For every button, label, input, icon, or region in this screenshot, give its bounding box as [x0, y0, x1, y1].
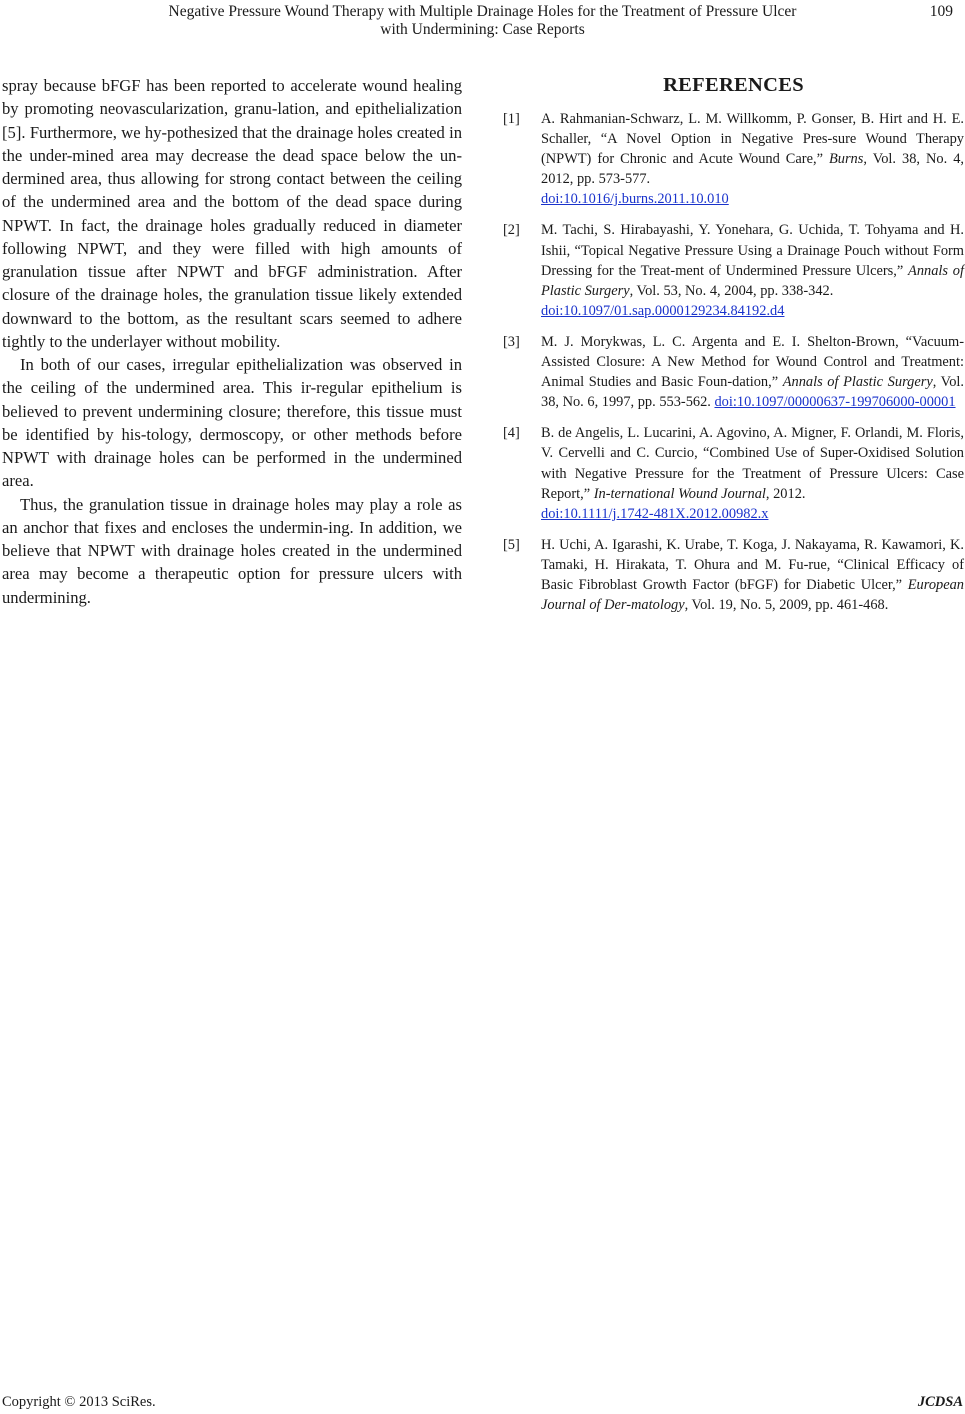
- body-column: [2, 74, 462, 609]
- running-title-line2: with Undermining: Case Reports: [380, 21, 585, 38]
- reference-journal: Burns: [828, 151, 864, 168]
- copyright-notice: Copyright © 2013 SciRes.: [2, 1394, 156, 1410]
- reference-doi-link[interactable]: doi:10.1016/j.burns.2011.10.010: [541, 191, 729, 208]
- reference-text: A. Rahmanian-Schwarz, L. M. Willkomm, P. Gonser, B. Hirt and H. E. Schaller, “A Novel Option in Negative Pres-sure Wound Therapy (NPWT) for Chronic and Acute Wound Care,”: [541, 111, 964, 168]
- reference-number: [4]: [503, 425, 520, 442]
- reference-journal: European Journal of Der-matology: [541, 576, 964, 614]
- reference-item-3: [503, 332, 964, 412]
- reference-details: , Vol. 38, No. 4, 2012, pp. 573-577.: [541, 151, 965, 188]
- reference-text: M. Tachi, S. Hirabayashi, Y. Yonehara, G. Uchida, T. Tohyama and H. Ishii, “Topical Negative Pressure Using a Drainage Pouch without Form Dressing for the Treat-ment of Undermined Pressure Ulcers,”: [541, 222, 964, 279]
- reference-details: , Vol. 53, No. 4, 2004, pp. 338-342.: [629, 282, 834, 299]
- running-header: [0, 0, 965, 46]
- reference-doi-link[interactable]: doi:10.1097/00000637-199706000-00001: [714, 394, 956, 411]
- reference-text: B. de Angelis, L. Lucarini, A. Agovino, A. Migner, F. Orlandi, M. Floris, V. Cervelli and C. Curcio, “Combined Use of Super-Oxidised Solution with Negative Pressure for the Treatment of Pressure Ulcers: Case Report,”: [541, 425, 964, 502]
- references-heading: REFERENCES: [663, 74, 804, 96]
- journal-abbreviation: JCDSA: [917, 1394, 963, 1410]
- reference-doi-link[interactable]: doi:10.1111/j.1742-481X.2012.00982.x: [541, 505, 769, 522]
- reference-journal: Annals of Plastic Surgery: [782, 374, 933, 391]
- reference-journal: Annals of Plastic Surgery: [541, 262, 964, 299]
- page-number: 109: [929, 3, 953, 20]
- reference-item-1: [503, 109, 964, 209]
- reference-item-2: [503, 220, 964, 320]
- running-title-line1: Negative Pressure Wound Therapy with Multiple Drainage Holes for the Treatment of Pressure Ulcer: [168, 3, 797, 20]
- reference-item-4: [503, 423, 964, 523]
- references-column: [503, 72, 964, 626]
- reference-text: H. Uchi, A. Igarashi, K. Urabe, T. Koga, J. Nakayama, R. Kawamori, K. Tamaki, H. Hirakata, T. Ohura and M. Fu-rue, “Clinical Efficacy of Basic Fibroblast Growth Factor (bFGF) for Diabetic Ulcer,”: [541, 536, 964, 593]
- reference-details: , 2012.: [765, 485, 806, 502]
- body-paragraph-2: In both of our cases, irregular epithelialization was observed in the ceiling of the undermined area. This ir-regular epithelium is believed to prevent undermining closure; therefore, this tissue must be identified by his-tology, dermoscopy, or other methods before NPWT with drainage holes can be performed in the undermined area.: [2, 355, 462, 491]
- reference-details: , Vol. 38, No. 6, 1997, pp. 553-562.: [541, 374, 964, 411]
- reference-doi-link[interactable]: doi:10.1097/01.sap.0000129234.84192.d4: [541, 302, 785, 319]
- reference-number: [1]: [503, 111, 520, 127]
- reference-number: [2]: [503, 222, 520, 239]
- body-paragraph-1: spray because bFGF has been reported to accelerate wound healing by promoting neovascularization, granu-lation, and epithelialization [5]. Furthermore, we hy-pothesized that the drainage holes created in the under-mined area may decrease the dead space below the un-dermined area, thus allowing for strong contact between the ceiling of the undermined area and the bottom of the dead space during NPWT. In fact, the drainage holes gradually reduced in diameter following NPWT, and they were filled with high amounts of granulation tissue after NPWT and bFGF administration. After closure of the drainage holes, the granulation tissue likely extended downward to the bottom, as the resultant scars seemed to adhere tightly to the underlayer without mobility.: [2, 76, 462, 351]
- reference-text: M. J. Morykwas, L. C. Argenta and E. I. Shelton-Brown, “Vacuum-Assisted Closure: A New Method for Wound Control and Treatment: Animal Studies and Basic Foun-dation,”: [541, 333, 964, 391]
- page-footer: [2, 1392, 963, 1412]
- reference-number: [5]: [503, 536, 520, 553]
- reference-journal: In-ternational Wound Journal: [593, 485, 766, 502]
- reference-number: [3]: [503, 333, 520, 350]
- body-paragraph-3: Thus, the granulation tissue in drainage holes may play a role as an anchor that fixes and encloses the undermin-ing. In addition, we believe that NPWT with drainage holes created in the undermined area may become a therapeutic option for pressure ulcers with undermining.: [2, 494, 462, 607]
- reference-details: , Vol. 19, No. 5, 2009, pp. 461-468.: [684, 597, 889, 614]
- reference-item-5: [503, 535, 964, 615]
